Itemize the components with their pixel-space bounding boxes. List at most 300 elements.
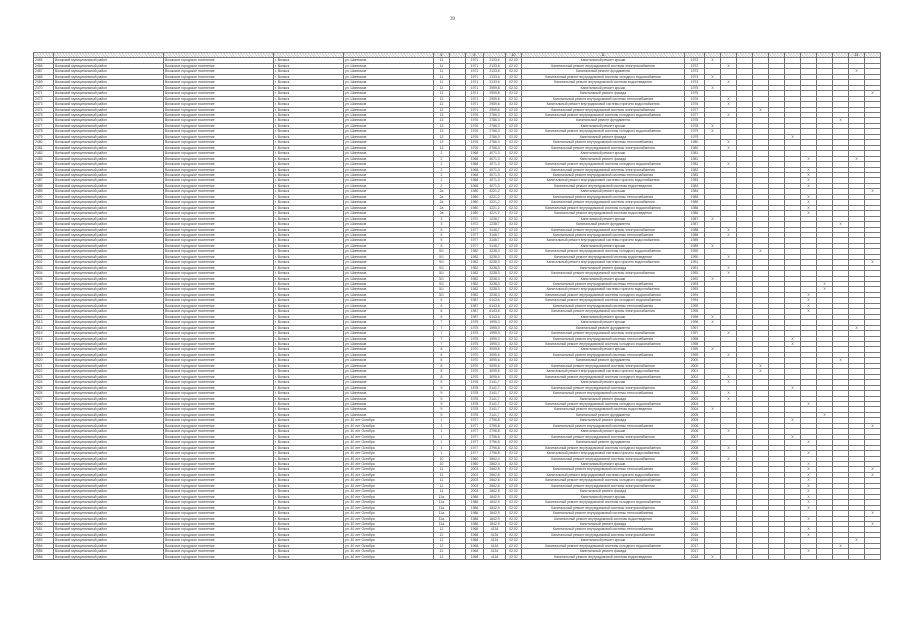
table-cell: Капитальный ремонт внутридомовой системы горячего водоснабжения (522, 260, 685, 265)
table-cell: 2010 (685, 467, 705, 472)
table-cell: Капитальный ремонт внутридомовой системы теплоснабжения (522, 352, 685, 357)
table-cell: 1989 (685, 243, 705, 248)
table-cell: 2508 (34, 292, 54, 297)
table-cell: 1975 (466, 331, 484, 336)
table-cell: г. Волжск (274, 396, 344, 401)
work-year-mark: X (721, 331, 737, 336)
table-cell: 1 (434, 451, 450, 456)
table-cell: г. Волжск (274, 276, 344, 281)
table-cell: Капитальный ремонт внутридомовой системы электроснабжения (522, 385, 685, 390)
table-cell: 2502 (34, 260, 54, 265)
table-cell: ул. Шинников (344, 162, 434, 167)
table-cell: 2524 (34, 380, 54, 385)
table-cell: Волжский муниципальный район (54, 402, 164, 407)
table-cell: Капитальный ремонт фасада (522, 521, 685, 526)
table-cell: 3095,6 (484, 374, 506, 379)
table-cell: 11 (434, 63, 450, 68)
table-cell: 1 (434, 418, 450, 423)
table-cell: 02.02 (506, 494, 522, 499)
table-cell: 1986 (466, 505, 484, 510)
work-year-mark: X (721, 140, 737, 145)
table-cell: 2862,4 (484, 461, 506, 466)
table-cell: г. Волжск (274, 516, 344, 521)
work-year-mark (721, 554, 737, 559)
table-cell: Волжское городское поселение (164, 352, 274, 357)
table-cell: 4221,2 (484, 194, 506, 199)
table-cell: 7 (434, 342, 450, 347)
work-year-mark: X (721, 112, 737, 117)
table-cell: 1970 (466, 374, 484, 379)
table-cell: г. Волжск (274, 434, 344, 439)
table-cell: 4071,3 (484, 162, 506, 167)
table-cell: Капитальный ремонт внутридомовой системы холодного водоснабжения (522, 298, 685, 303)
table-cell: Волжское городское поселение (164, 391, 274, 396)
table-cell: Волжский муниципальный район (54, 543, 164, 548)
table-cell: Волжский муниципальный район (54, 107, 164, 112)
table-cell: Волжское городское поселение (164, 423, 274, 428)
table-cell: 7 (434, 320, 450, 325)
table-cell: Волжский муниципальный район (54, 243, 164, 248)
work-year-mark: X (721, 96, 737, 101)
table-cell: 02.02 (506, 107, 522, 112)
table-cell: Волжский муниципальный район (54, 363, 164, 368)
table-cell: 02.02 (506, 472, 522, 477)
table-cell: ул. Шинников (344, 91, 434, 96)
table-row (34, 554, 881, 559)
table-cell: ул. 40 лет Октября (344, 549, 434, 554)
table-cell: 13 (434, 134, 450, 139)
table-cell: 2786,3 (484, 134, 506, 139)
table-cell: Волжский муниципальный район (54, 374, 164, 379)
table-cell: г. Волжск (274, 282, 344, 287)
table-cell: 2525 (34, 385, 54, 390)
work-year-mark: X (705, 320, 721, 325)
table-cell: 1995 (685, 303, 705, 308)
table-cell: г. Волжск (274, 134, 344, 139)
table-cell: 2549 (34, 516, 54, 521)
table-cell: 02.02 (506, 434, 522, 439)
work-year-mark (865, 554, 881, 559)
table-cell: 2141,7 (484, 391, 506, 396)
table-cell: ул. Шинников (344, 325, 434, 330)
table-cell: ул. Шинников (344, 369, 434, 374)
table-cell: 02.02 (506, 216, 522, 221)
table-cell: 1986 (466, 516, 484, 521)
table-cell: 1988 (685, 227, 705, 232)
table-cell: Волжское городское поселение (164, 145, 274, 150)
table-cell: 1968 (466, 549, 484, 554)
table-cell: 02.02 (506, 412, 522, 417)
table-cell: Капитальный ремонт крыши (522, 123, 685, 128)
work-year-mark: X (801, 200, 817, 205)
table-cell: 1980 (466, 211, 484, 216)
table-cell: Капитальный ремонт внутридомовой системы электроснабжения (522, 107, 685, 112)
work-year-mark: X (705, 58, 721, 63)
table-cell: 1982 (685, 167, 705, 172)
table-cell: 11а (434, 505, 450, 510)
table-cell: Волжское городское поселение (164, 461, 274, 466)
table-cell: Волжский муниципальный район (54, 554, 164, 559)
table-cell: 2133,6 (484, 74, 506, 79)
table-cell: Волжское городское поселение (164, 402, 274, 407)
table-cell: 1986 (685, 211, 705, 216)
table-cell: г. Волжск (274, 200, 344, 205)
table-cell: Волжский муниципальный район (54, 532, 164, 537)
table-cell: г. Волжск (274, 260, 344, 265)
table-cell: Волжское городское поселение (164, 407, 274, 412)
table-cell: 2862,4 (484, 456, 506, 461)
table-cell: 2003 (685, 396, 705, 401)
table-body (34, 58, 881, 560)
table-cell: ул. Шинников (344, 167, 434, 172)
table-cell: 02.02 (506, 238, 522, 243)
table-cell: 2483 (34, 156, 54, 161)
table-cell: 1985 (685, 200, 705, 205)
work-year-mark: X (801, 167, 817, 172)
table-cell: Волжское городское поселение (164, 429, 274, 434)
work-year-mark: X (721, 352, 737, 357)
work-year-mark: X (721, 271, 737, 276)
table-cell: г. Волжск (274, 494, 344, 499)
table-cell: Капитальный ремонт внутридомовой системы теплоснабжения (522, 282, 685, 287)
work-year-mark: X (721, 396, 737, 401)
table-cell: ул. 40 лет Октября (344, 527, 434, 532)
table-cell: Капитальный ремонт крыши (522, 216, 685, 221)
table-cell: 5/1 (434, 282, 450, 287)
table-cell: 1990 (685, 249, 705, 254)
table-cell: 1976 (466, 134, 484, 139)
table-cell: Волжское городское поселение (164, 532, 274, 537)
table-cell: 6 (434, 309, 450, 314)
table-cell: 2 (434, 183, 450, 188)
table-cell: 1977 (466, 423, 484, 428)
table-cell: 02.02 (506, 232, 522, 237)
table-cell: г. Волжск (274, 151, 344, 156)
table-cell: ул. 40 лет Октября (344, 467, 434, 472)
table-cell: 2000 (685, 358, 705, 363)
table-cell: Волжский муниципальный район (54, 211, 164, 216)
table-cell: Волжский муниципальный район (54, 385, 164, 390)
table-cell: г. Волжск (274, 402, 344, 407)
table-cell: 1986 (466, 521, 484, 526)
table-cell: 2481 (34, 145, 54, 150)
table-cell: 2011 (685, 478, 705, 483)
table-cell: Волжское городское поселение (164, 456, 274, 461)
table-cell: Волжское городское поселение (164, 74, 274, 79)
table-cell: Волжское городское поселение (164, 96, 274, 101)
table-cell: Волжское городское поселение (164, 118, 274, 123)
table-cell: Волжское городское поселение (164, 369, 274, 374)
table-cell: 2001 (685, 374, 705, 379)
table-cell: 1960 (466, 456, 484, 461)
table-cell: Капитальный ремонт фасада (522, 91, 685, 96)
table-cell: 3238,3 (484, 254, 506, 259)
table-cell: г. Волжск (274, 292, 344, 297)
table-cell: 1984 (685, 189, 705, 194)
table-cell: 2 (434, 151, 450, 156)
table-cell: 1238,7 (484, 222, 506, 227)
table-cell: 1981 (685, 151, 705, 156)
table-cell: 1978 (466, 412, 484, 417)
table-cell: Волжский муниципальный район (54, 298, 164, 303)
table-cell: Волжское городское поселение (164, 69, 274, 74)
table-cell: 5/1 (434, 287, 450, 292)
table-cell: Капитальный ремонт внутридомовой системы холодного водоснабжения (522, 374, 685, 379)
work-year-mark: X (801, 489, 817, 494)
table-cell: 6143,6 (484, 309, 506, 314)
table-cell: 1968 (466, 156, 484, 161)
table-cell: 2511 (34, 309, 54, 314)
table-cell: ул. 40 лет Октября (344, 505, 434, 510)
table-cell: Капитальный ремонт внутридомовой системы холодного водоснабжения (522, 342, 685, 347)
table-cell: 02.02 (506, 156, 522, 161)
table-cell: г. Волжск (274, 183, 344, 188)
table-cell: 1985 (685, 194, 705, 199)
table-cell: Волжский муниципальный район (54, 167, 164, 172)
table-cell: Волжское городское поселение (164, 483, 274, 488)
table-cell: 2 (434, 178, 450, 183)
table-cell: Волжский муниципальный район (54, 69, 164, 74)
work-year-mark: X (721, 254, 737, 259)
table-cell: Волжское городское поселение (164, 172, 274, 177)
table-cell: 02.02 (506, 271, 522, 276)
table-cell: 2487 (34, 178, 54, 183)
table-cell: Капитальный ремонт внутридомовой системы электроснабжения (522, 227, 685, 232)
work-year-mark: X (833, 358, 849, 363)
table-cell: 12 (434, 527, 450, 532)
table-cell: 2018 (685, 554, 705, 559)
table-cell: Волжский муниципальный район (54, 309, 164, 314)
table-cell: 02.02 (506, 358, 522, 363)
table-cell: Волжское городское поселение (164, 162, 274, 167)
table-cell: г. Волжск (274, 423, 344, 428)
table-cell: 1971 (466, 107, 484, 112)
table-cell: ул. 40 лет Октября (344, 516, 434, 521)
table-cell: Волжское городское поселение (164, 505, 274, 510)
table-cell: 1968 (466, 162, 484, 167)
table-cell: 02.02 (506, 532, 522, 537)
table-cell: Волжское городское поселение (164, 451, 274, 456)
table-cell: Волжский муниципальный район (54, 265, 164, 270)
table-cell: Волжское городское поселение (164, 494, 274, 499)
table-cell: 1968 (466, 172, 484, 177)
table-cell: 1996 (685, 314, 705, 319)
table-cell: 4071,3 (484, 183, 506, 188)
table-cell: 2010 (685, 472, 705, 477)
table-cell: Волжское городское поселение (164, 331, 274, 336)
table-cell: г. Волжск (274, 440, 344, 445)
table-cell: г. Волжск (274, 102, 344, 107)
table-cell: 4221,2 (484, 205, 506, 210)
table-cell: 1970 (466, 347, 484, 352)
table-cell: Волжское городское поселение (164, 320, 274, 325)
table-cell: Волжское городское поселение (164, 107, 274, 112)
table-cell: Волжское городское поселение (164, 363, 274, 368)
work-year-mark: X (785, 434, 801, 439)
table-cell: 2512 (34, 314, 54, 319)
table-cell: Волжский муниципальный район (54, 205, 164, 210)
table-cell: ул. Шинников (344, 80, 434, 85)
table-cell: 02.02 (506, 423, 522, 428)
table-cell: 02.02 (506, 543, 522, 548)
table-cell: 11а (434, 511, 450, 516)
table-cell: Капитальный ремонт внутридомовой системы электроснабжения (522, 309, 685, 314)
table-cell: ул. Шинников (344, 107, 434, 112)
table-cell: 2959,8 (484, 96, 506, 101)
table-cell: 12 (434, 554, 450, 559)
table-cell: ул. 40 лет Октября (344, 532, 434, 537)
table-cell: 5/1 (434, 271, 450, 276)
table-cell: 2534 (34, 434, 54, 439)
table-cell: 1977 (466, 429, 484, 434)
table-cell: 2542 (34, 478, 54, 483)
table-cell: 1977 (466, 227, 484, 232)
table-cell: 2 (434, 172, 450, 177)
table-cell: 1980 (685, 140, 705, 145)
table-cell: 1970 (466, 352, 484, 357)
table-cell: 1977 (466, 451, 484, 456)
table-cell: 02.02 (506, 243, 522, 248)
table-cell: 02.02 (506, 145, 522, 150)
table-cell: г. Волжск (274, 140, 344, 145)
table-cell: 3238,3 (484, 265, 506, 270)
table-cell: 2796,8 (484, 451, 506, 456)
work-year-mark: X (849, 69, 865, 74)
table-cell: 2796,8 (484, 429, 506, 434)
table-cell: 1 (434, 429, 450, 434)
table-cell: 2528 (34, 402, 54, 407)
work-year-mark: X (801, 440, 817, 445)
table-cell: Капитальный ремонт крыши (522, 189, 685, 194)
table-cell: Волжский муниципальный район (54, 271, 164, 276)
table-cell: Капитальный ремонт крыши (522, 58, 685, 63)
table-cell: 2522 (34, 369, 54, 374)
table-cell: Волжский муниципальный район (54, 407, 164, 412)
work-year-mark: X (801, 527, 817, 532)
table-cell: ул. Шинников (344, 385, 434, 390)
table-cell: 2495 (34, 222, 54, 227)
table-cell: 1980 (466, 200, 484, 205)
table-cell: 1978 (685, 123, 705, 128)
table-cell: 1980 (466, 194, 484, 199)
table-cell: 02.02 (506, 478, 522, 483)
table-cell: 1982 (466, 276, 484, 281)
table-cell: ул. Шинников (344, 194, 434, 199)
table-cell: Волжское городское поселение (164, 123, 274, 128)
work-year-mark: X (753, 369, 769, 374)
table-cell: Капитальный ремонт внутридомовой системы электроснабжения (522, 434, 685, 439)
table-cell: Капитальный ремонт крыши (522, 85, 685, 90)
work-year-mark: X (753, 107, 769, 112)
table-cell: Волжское городское поселение (164, 254, 274, 259)
table-cell: Капитальный ремонт внутридомовой системы электроснабжения (522, 271, 685, 276)
table-cell: 5 (434, 232, 450, 237)
table-cell: 1975 (466, 336, 484, 341)
table-cell: Волжское городское поселение (164, 467, 274, 472)
table-cell: 02.02 (506, 521, 522, 526)
table-cell: Волжское городское поселение (164, 303, 274, 308)
table-cell: Волжский муниципальный район (54, 178, 164, 183)
table-cell: Волжский муниципальный район (54, 549, 164, 554)
table-cell: 1974 (685, 80, 705, 85)
table-cell: Капитальный ремонт внутридомовой системы холодного водоснабжения (522, 74, 685, 79)
table-cell: Волжский муниципальный район (54, 85, 164, 90)
table-cell: 1842,9 (484, 505, 506, 510)
table-cell: Волжский муниципальный район (54, 538, 164, 543)
table-cell: 1971 (466, 63, 484, 68)
table-cell: Капитальный ремонт внутридомовой системы водоотведения (522, 183, 685, 188)
table-cell: Волжский муниципальный район (54, 331, 164, 336)
table-cell: ул. Шинников (344, 303, 434, 308)
table-cell: 2959,8 (484, 107, 506, 112)
work-year-mark: X (801, 183, 817, 188)
table-cell: ул. Шинников (344, 123, 434, 128)
table-cell: 2141,7 (484, 385, 506, 390)
table-cell: 02.02 (506, 123, 522, 128)
work-year-mark: X (849, 325, 865, 330)
table-cell: Волжское городское поселение (164, 347, 274, 352)
table-cell: 2016 (685, 532, 705, 537)
table-cell: 12 (434, 538, 450, 543)
table-cell: Волжский муниципальный район (54, 456, 164, 461)
table-cell: 2470 (34, 85, 54, 90)
table-cell: 2 (434, 167, 450, 172)
table-cell: Волжский муниципальный район (54, 129, 164, 134)
work-year-mark: X (721, 380, 737, 385)
table-cell: 1238,7 (484, 216, 506, 221)
table-cell: 2а (434, 211, 450, 216)
table-cell: 02.02 (506, 331, 522, 336)
table-cell: ул. 40 лет Октября (344, 429, 434, 434)
table-cell: ул. Шинников (344, 287, 434, 292)
table-cell: Волжский муниципальный район (54, 467, 164, 472)
table-cell: 02.02 (506, 194, 522, 199)
work-year-mark: X (801, 178, 817, 183)
table-cell: 3095,6 (484, 352, 506, 357)
table-cell: ул. Шинников (344, 74, 434, 79)
table-cell: Волжское городское поселение (164, 260, 274, 265)
table-cell: 2002 (685, 380, 705, 385)
table-cell: Капитальный ремонт внутридомовой системы электроснабжения (522, 63, 685, 68)
table-cell: 2553 (34, 538, 54, 543)
table-cell: Волжское городское поселение (164, 102, 274, 107)
table-cell: Капитальный ремонт внутридомовой системы водоотведения (522, 80, 685, 85)
table-cell: ул. Шинников (344, 118, 434, 123)
table-cell: ул. Шинников (344, 183, 434, 188)
work-year-mark: X (801, 483, 817, 488)
table-cell: Волжское городское поселение (164, 91, 274, 96)
table-cell: Волжское городское поселение (164, 374, 274, 379)
table-cell: Волжское городское поселение (164, 249, 274, 254)
table-cell: ул. Шинников (344, 271, 434, 276)
table-cell: 1842,9 (484, 500, 506, 505)
table-cell: г. Волжск (274, 298, 344, 303)
table-cell: г. Волжск (274, 549, 344, 554)
table-cell: 2011 (685, 483, 705, 488)
table-cell: ул. 40 лет Октября (344, 445, 434, 450)
table-cell: 1982 (466, 282, 484, 287)
table-cell: ул. Шинников (344, 189, 434, 194)
table-cell: 6 (434, 303, 450, 308)
table-cell: ул. Шинников (344, 292, 434, 297)
table-cell: 02.02 (506, 282, 522, 287)
table-cell: г. Волжск (274, 412, 344, 417)
table-cell: 1968 (466, 554, 484, 559)
table-cell: Волжский муниципальный район (54, 194, 164, 199)
table-cell: ул. 40 лет Октября (344, 483, 434, 488)
table-cell: ул. Шинников (344, 396, 434, 401)
table-cell: 2491 (34, 200, 54, 205)
